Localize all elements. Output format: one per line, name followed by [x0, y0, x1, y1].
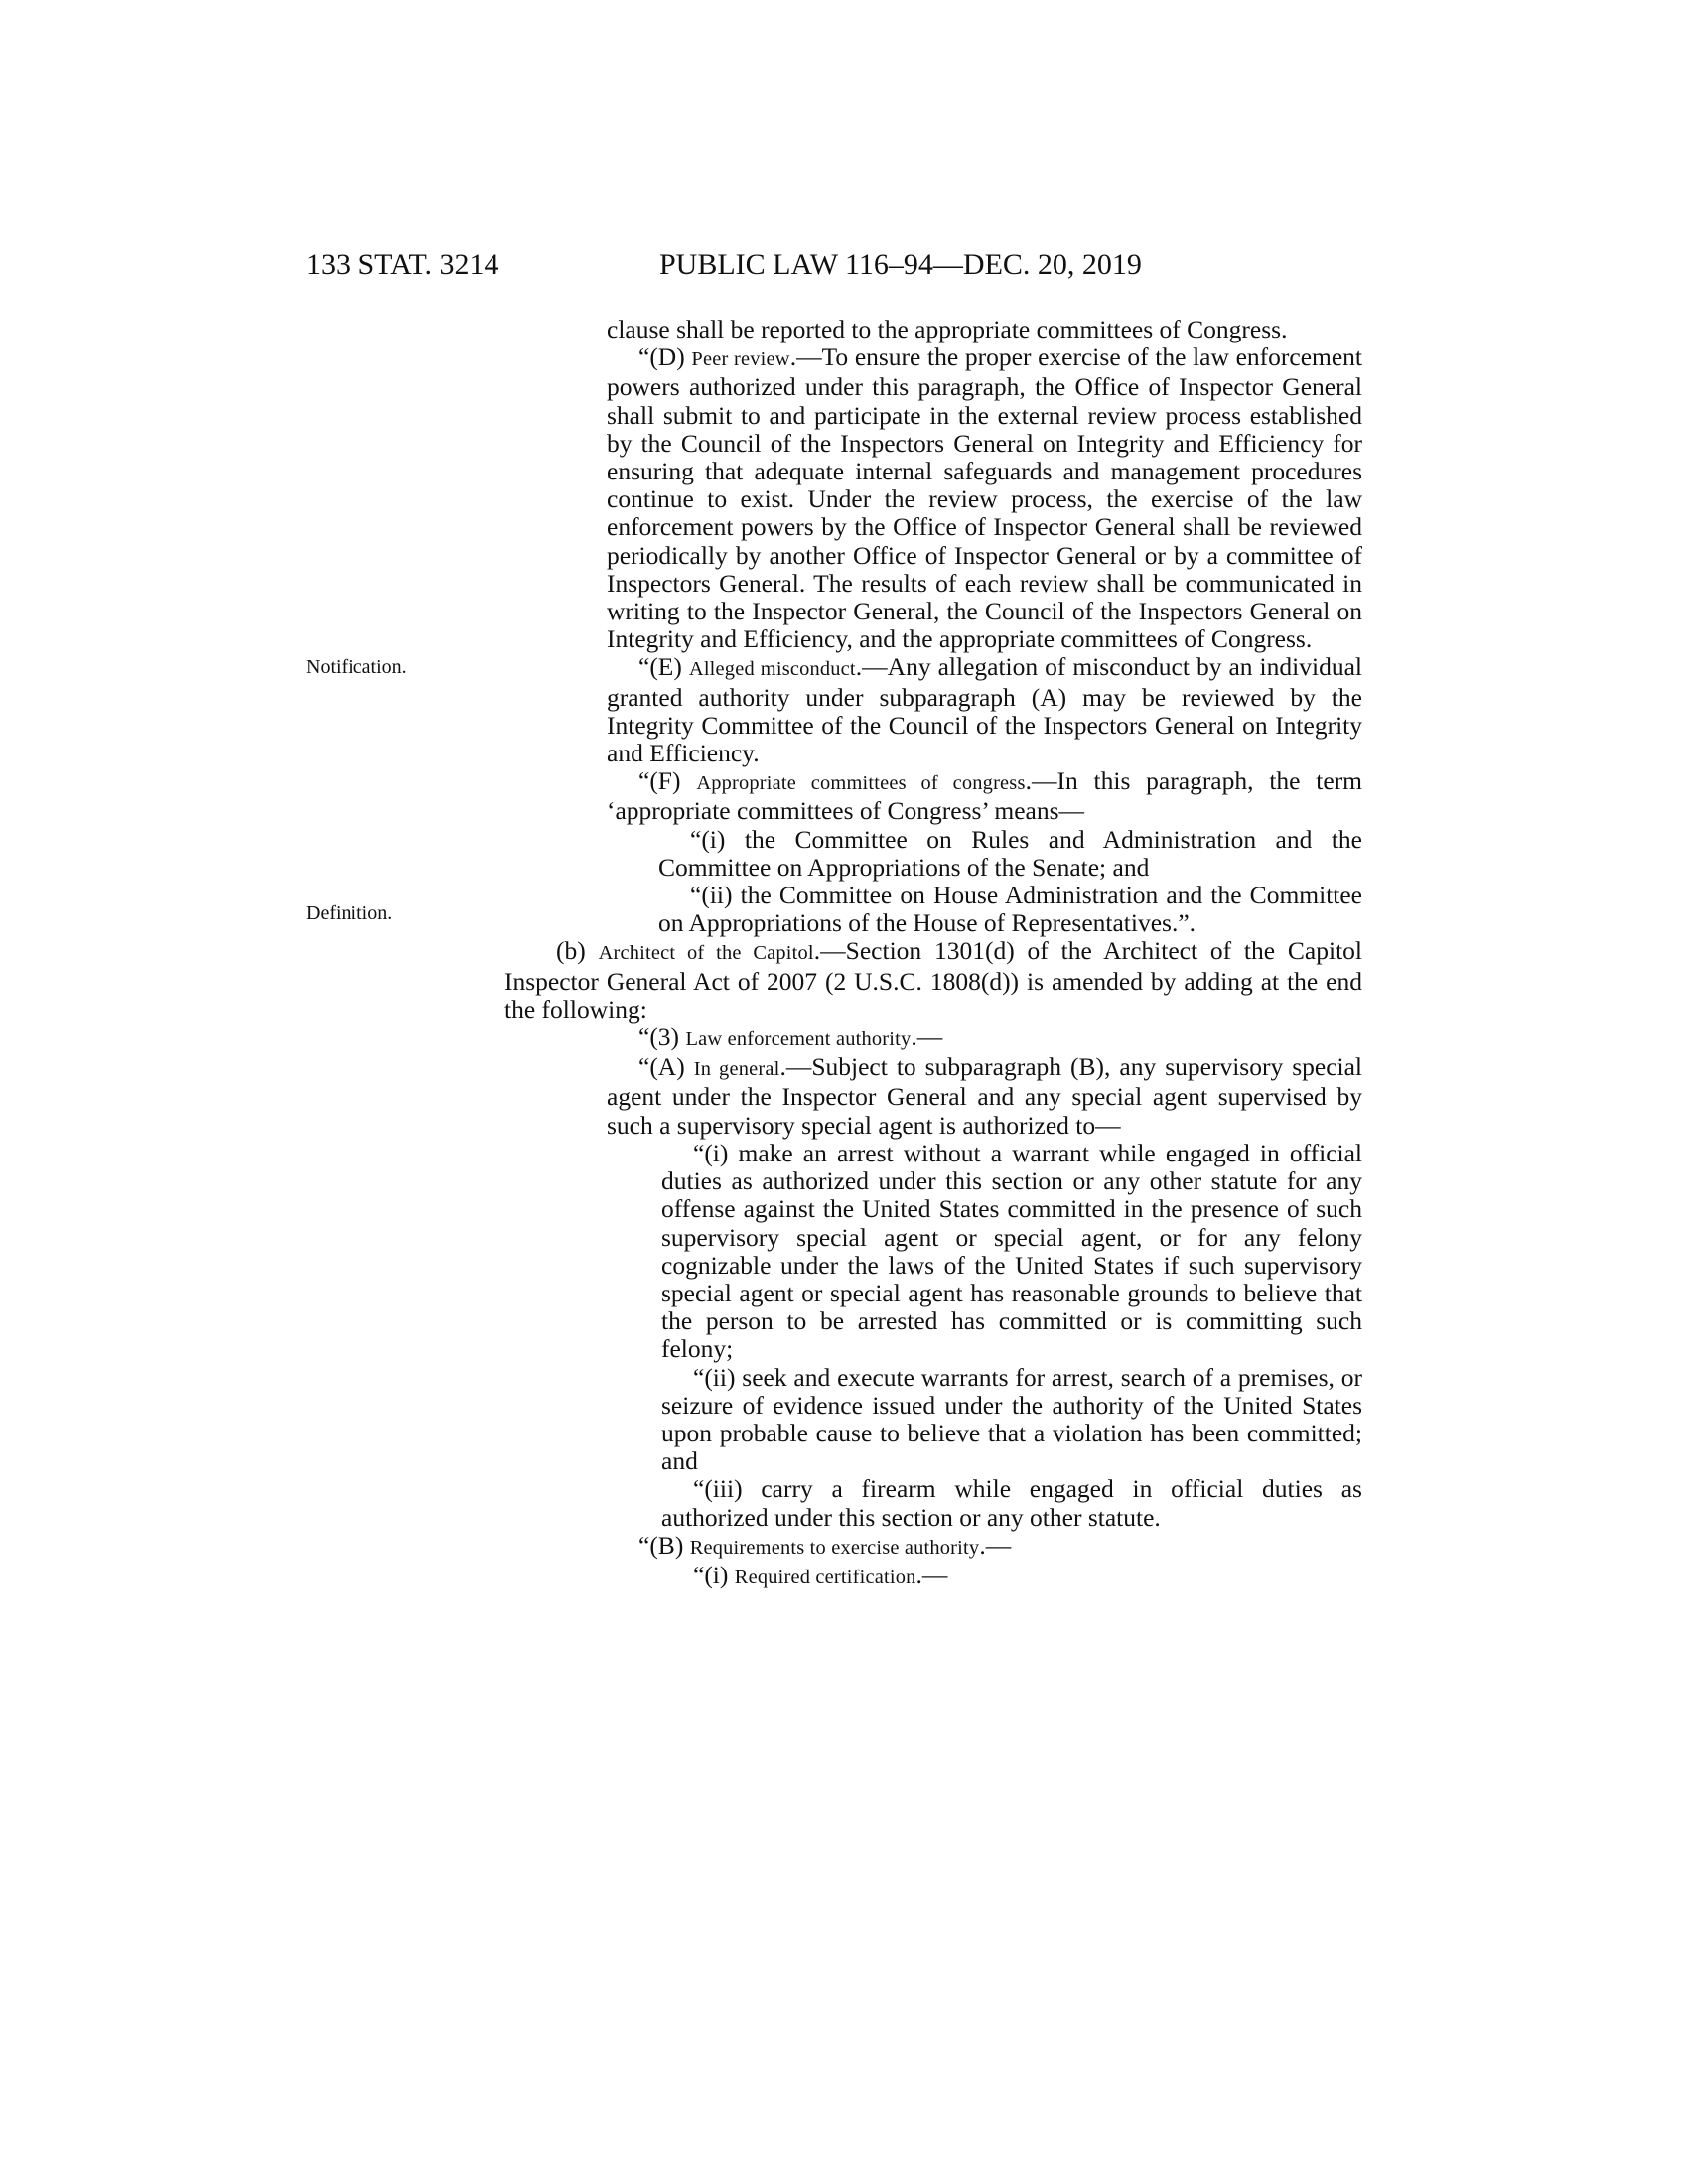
- section-heading: Architect of the Capitol: [598, 942, 814, 965]
- statute-body: [504, 316, 1362, 1591]
- running-head: PUBLIC LAW 116–94—DEC. 20, 2019: [659, 248, 1142, 281]
- clause-ii-warrants: “(ii) seek and execute warrants for arrest, search of a premises, or seizure of evidence issued under the authority of the United States upon probable cause to believe that a violation has been committed; and: [661, 1362, 1362, 1476]
- clause-i-arrest: “(i) make an arrest without a warrant while engaged in official duties as authorized under this section or any other statute for any offense against the United States committed in the presence of such supervisory special agent or special agent, or for any felony cognizable under the laws of the United States if such supervisory special agent or special agent has reasonable grounds to believe that the person to be arrested has committed or is committing such felony;: [661, 1138, 1362, 1364]
- subsection-b-architect: (b) Architect of the Capitol.—Section 1301(d) of the Architect of the Capitol Inspector General Act of 2007 (2 U.S.C. 1808(d)) is amended by adding at the end the following:: [504, 936, 1362, 1024]
- paragraph-peer-review: “(D) Peer review.—To ensure the proper exercise of the law enforcement powers authorized under this paragraph, the Office of Inspector General shall submit to and participate in the external review process established by the Council of the Inspectors General on Integrity and Efficiency for ensuring that adequate internal safeguards and management procedures continue to exist. Under the review process, the exercise of the law enforcement powers by the Office of Inspector General shall be reviewed periodically by another Office of Inspector General or by a committee of Inspectors General. The results of each review shall be communicated in writing to the Inspector General, the Council of the Inspectors General on Integrity and Efficiency, and the appropriate committees of Congress.: [607, 342, 1362, 654]
- margin-note-definition: Definition.: [306, 902, 393, 924]
- paragraph-appropriate-committees: “(F) Appropriate committees of congress.—In this paragraph, the term ‘appropriate committees of Congress’ means—: [607, 766, 1363, 826]
- margin-note-notification: Notification.: [306, 656, 407, 678]
- statute-page-number: 133 STAT. 3214: [306, 248, 499, 281]
- paragraph-continuation: clause shall be reported to the appropriate committees of Congress.: [607, 315, 1288, 343]
- clause-i-required-certification: “(i) Required certification.—: [693, 1560, 948, 1589]
- section-heading: Appropriate committees of congress: [696, 772, 1026, 795]
- paragraph-law-enforcement-authority: “(3) Law enforcement authority.—: [638, 1023, 943, 1052]
- section-heading: Alleged misconduct: [688, 658, 856, 681]
- clause-i-senate: “(i) the Committee on Rules and Administration and the Committee on Appropriations of the Senate; and: [658, 824, 1362, 882]
- section-heading: Requirements to exercise authority: [689, 1536, 980, 1559]
- section-heading: Law enforcement authority: [685, 1028, 912, 1051]
- section-heading: Peer review: [691, 348, 790, 371]
- subparagraph-a-in-general: “(A) In general.—Subject to subparagraph (B), any supervisory special agent under the Inspector General and any special agent supervised by such a supervisory special agent is authorized to—: [607, 1052, 1363, 1140]
- clause-iii-firearm: “(iii) carry a firearm while engaged in official duties as authorized under this section or any other statute.: [661, 1474, 1362, 1532]
- section-heading: Required certification: [734, 1566, 916, 1588]
- paragraph-alleged-misconduct: “(E) Alleged misconduct.—Any allegation of misconduct by an individual granted authority under subparagraph (A) may be reviewed by the Integrity Committee of the Council of the Inspectors General on Integrity and Efficiency.: [607, 652, 1362, 768]
- clause-ii-house: “(ii) the Committee on House Administration and the Committee on Appropriations of the House of Representatives.”.: [658, 881, 1362, 938]
- subparagraph-b-requirements: “(B) Requirements to exercise authority.—: [638, 1530, 1012, 1560]
- section-heading: In general: [693, 1058, 780, 1081]
